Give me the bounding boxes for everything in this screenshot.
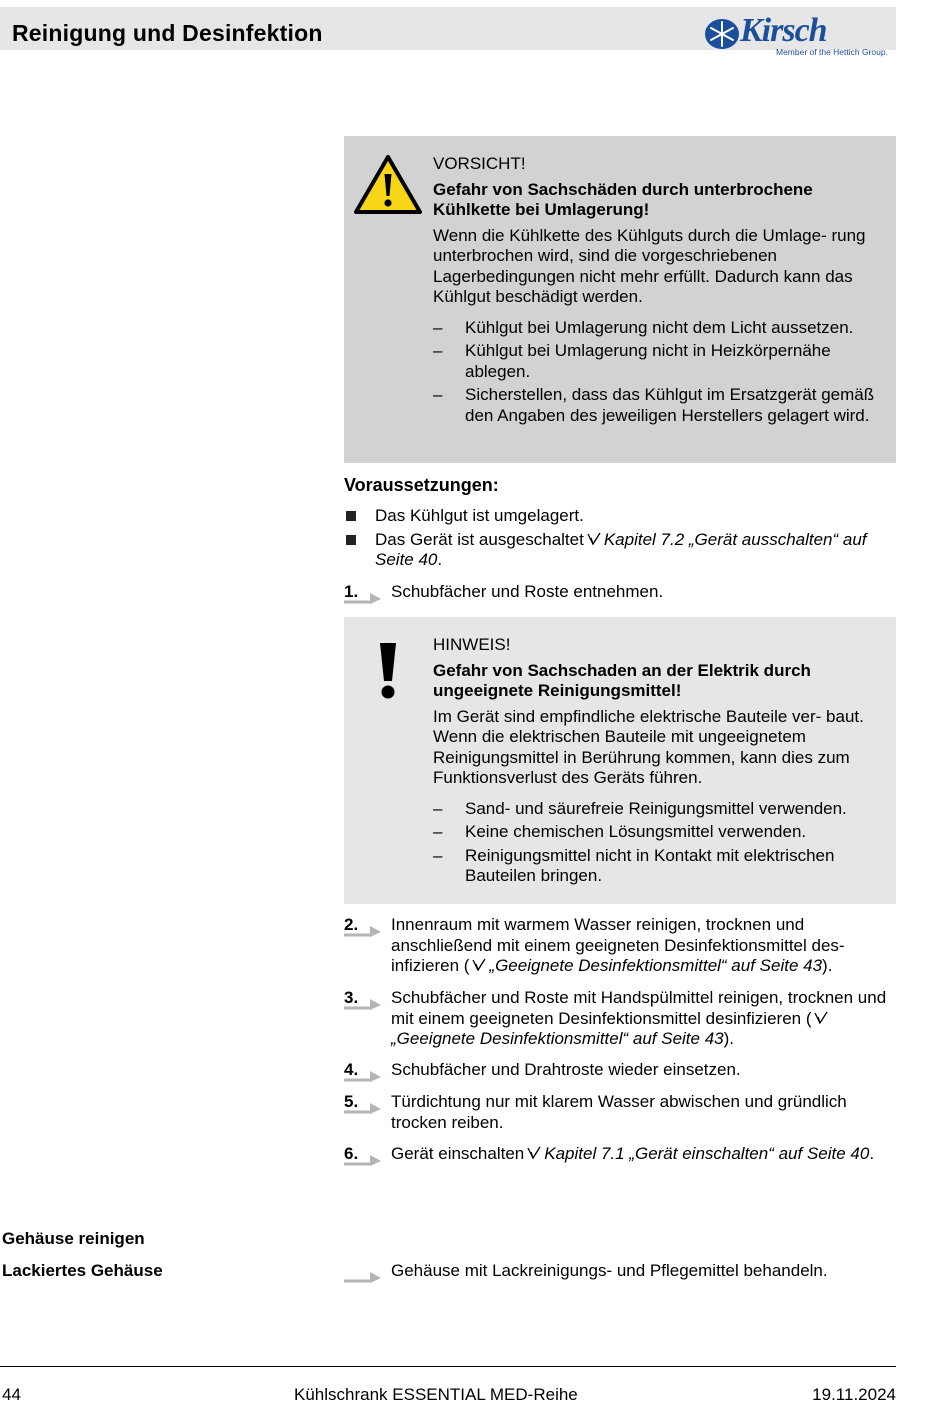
cross-reference-link[interactable]: Kapitel 7.1 „Gerät einschalten“ auf Seite 40 bbox=[544, 1144, 870, 1163]
step-text: Schubfächer und Roste mit Handspülmittel reinigen, trocknen und mit einem geeigneten Desinfektionsmittel desinfizieren („Geeignete Desinfektionsmittel“ auf Seite 43). bbox=[391, 988, 887, 1048]
cross-reference-link[interactable]: „Geeignete Desinfektionsmittel“ auf Seite 43 bbox=[489, 956, 823, 975]
caution-measure: – Sicherstellen, dass das Kühlgut im Ersatzgerät gemäß den Angaben des jeweiligen Herstellers gelagert wird. bbox=[433, 385, 893, 426]
footer-divider bbox=[0, 1366, 896, 1367]
caution-measure: – Kühlgut bei Umlagerung nicht in Heizkörpernähe ablegen. bbox=[433, 341, 893, 382]
cross-reference-link[interactable]: „Geeignete Desinfektionsmittel“ auf Seite 43 bbox=[391, 1029, 724, 1048]
step-text: Gehäuse mit Lackreinigungs- und Pflegemittel behandeln. bbox=[391, 1261, 828, 1280]
warning-triangle-icon bbox=[353, 154, 423, 216]
caution-signal-word: VORSICHT! bbox=[433, 154, 526, 173]
step-number: 6. bbox=[344, 1144, 359, 1163]
cross-reference-icon bbox=[472, 958, 486, 972]
notice-box bbox=[344, 617, 896, 904]
square-bullet-icon bbox=[346, 511, 356, 521]
caution-box bbox=[344, 136, 896, 463]
notice-hazard: Gefahr von Sachschaden an der Elektrik durch ungeeignete Reinigungsmittel! bbox=[433, 660, 811, 700]
step-number: 1. bbox=[344, 582, 359, 601]
caution-text: Wenn die Kühlkette des Kühlguts durch die Umlage- rung unterbrochen wird, sind die vorgeschriebenen Lagerbedingungen nicht mehr erfüllt. Dadurch kann das Kühlgut beschädigt werden. bbox=[433, 225, 866, 306]
caution-measure: – Kühlgut bei Umlagerung nicht dem Licht aussetzen. bbox=[433, 318, 893, 339]
step-1 bbox=[344, 582, 896, 603]
page-number: 44 bbox=[2, 1385, 21, 1404]
step-number: 3. bbox=[344, 988, 359, 1007]
page-title: Reinigung und Desinfektion bbox=[12, 20, 323, 46]
notice-content bbox=[433, 635, 893, 890]
step-text: Schubfächer und Roste entnehmen. bbox=[391, 582, 664, 601]
step-text: Türdichtung nur mit klarem Wasser abwischen und gründlich trocken reiben. bbox=[391, 1092, 847, 1132]
step-6 bbox=[344, 1144, 896, 1165]
housing-step bbox=[344, 1261, 896, 1282]
step-5 bbox=[344, 1092, 896, 1133]
cross-reference-icon bbox=[814, 1011, 828, 1025]
caution-measures bbox=[433, 318, 893, 427]
prerequisite-item: Das Kühlgut ist umgelagert. bbox=[344, 506, 896, 527]
notice-signal-word: HINWEIS! bbox=[433, 635, 511, 654]
subsection-heading: Lackiertes Gehäuse bbox=[2, 1261, 163, 1280]
step-3 bbox=[344, 988, 896, 1050]
kirsch-logo bbox=[702, 12, 892, 58]
notice-measure: – Sand- und säurefreie Reinigungsmittel verwenden. bbox=[433, 799, 893, 820]
caution-content bbox=[433, 154, 893, 429]
footer-product: Kühlschrank ESSENTIAL MED-Reihe bbox=[294, 1385, 578, 1404]
caution-hazard: Gefahr von Sachschäden durch unterbrochene Kühlkette bei Umlagerung! bbox=[433, 179, 813, 219]
logo-wordmark: Kirsch bbox=[740, 12, 827, 49]
page-header bbox=[0, 7, 896, 57]
prerequisites-list bbox=[344, 506, 896, 574]
notice-measure: – Keine chemischen Lösungsmittel verwenden. bbox=[433, 822, 893, 843]
cross-reference-icon bbox=[587, 532, 601, 546]
step-2 bbox=[344, 915, 896, 977]
step-number: 5. bbox=[344, 1092, 359, 1111]
logo-tagline: Member of the Hettich Group. bbox=[776, 47, 888, 57]
step-text: Gerät einschalten Kapitel 7.1 „Gerät einschalten“ auf Seite 40. bbox=[391, 1144, 875, 1163]
step-arrow-icon bbox=[344, 1270, 382, 1284]
exclamation-icon bbox=[377, 641, 399, 701]
step-number: 4. bbox=[344, 1060, 359, 1079]
notice-measure: – Reinigungsmittel nicht in Kontakt mit elektrischen Bauteilen bringen. bbox=[433, 846, 893, 887]
step-text: Innenraum mit warmem Wasser reinigen, trocknen und anschließend mit einem geeigneten Desinfektionsmittel des- infizieren ( „Geeignete Desinfektionsmittel“ auf Seite 43). bbox=[391, 915, 845, 975]
footer-date: 19.11.2024 bbox=[812, 1385, 896, 1404]
prerequisites-label: Voraussetzungen: bbox=[344, 475, 499, 495]
notice-measures bbox=[433, 799, 893, 887]
square-bullet-icon bbox=[346, 535, 356, 545]
cross-reference-icon bbox=[527, 1146, 541, 1160]
cross-reference-link[interactable]: Kapitel 7.2 „Gerät ausschalten“ auf Seite 40 bbox=[375, 529, 867, 569]
prerequisite-item: Das Gerät ist ausgeschaltet Kapitel 7.2 „Gerät ausschalten“ auf Seite 40. bbox=[344, 530, 896, 571]
snowflake-logo-icon bbox=[702, 16, 742, 52]
section-heading: Gehäuse reinigen bbox=[2, 1229, 145, 1248]
step-4 bbox=[344, 1060, 896, 1081]
notice-text: Im Gerät sind empfindliche elektrische Bauteile ver- baut. Wenn die elektrischen Bauteile mit ungeeignetem Reinigungsmittel in Berührung kommen, kann dies zum Funktionsverlust des Geräts führen. bbox=[433, 706, 864, 787]
step-text: Schubfächer und Drahtroste wieder einsetzen. bbox=[391, 1060, 741, 1079]
step-number: 2. bbox=[344, 915, 359, 934]
